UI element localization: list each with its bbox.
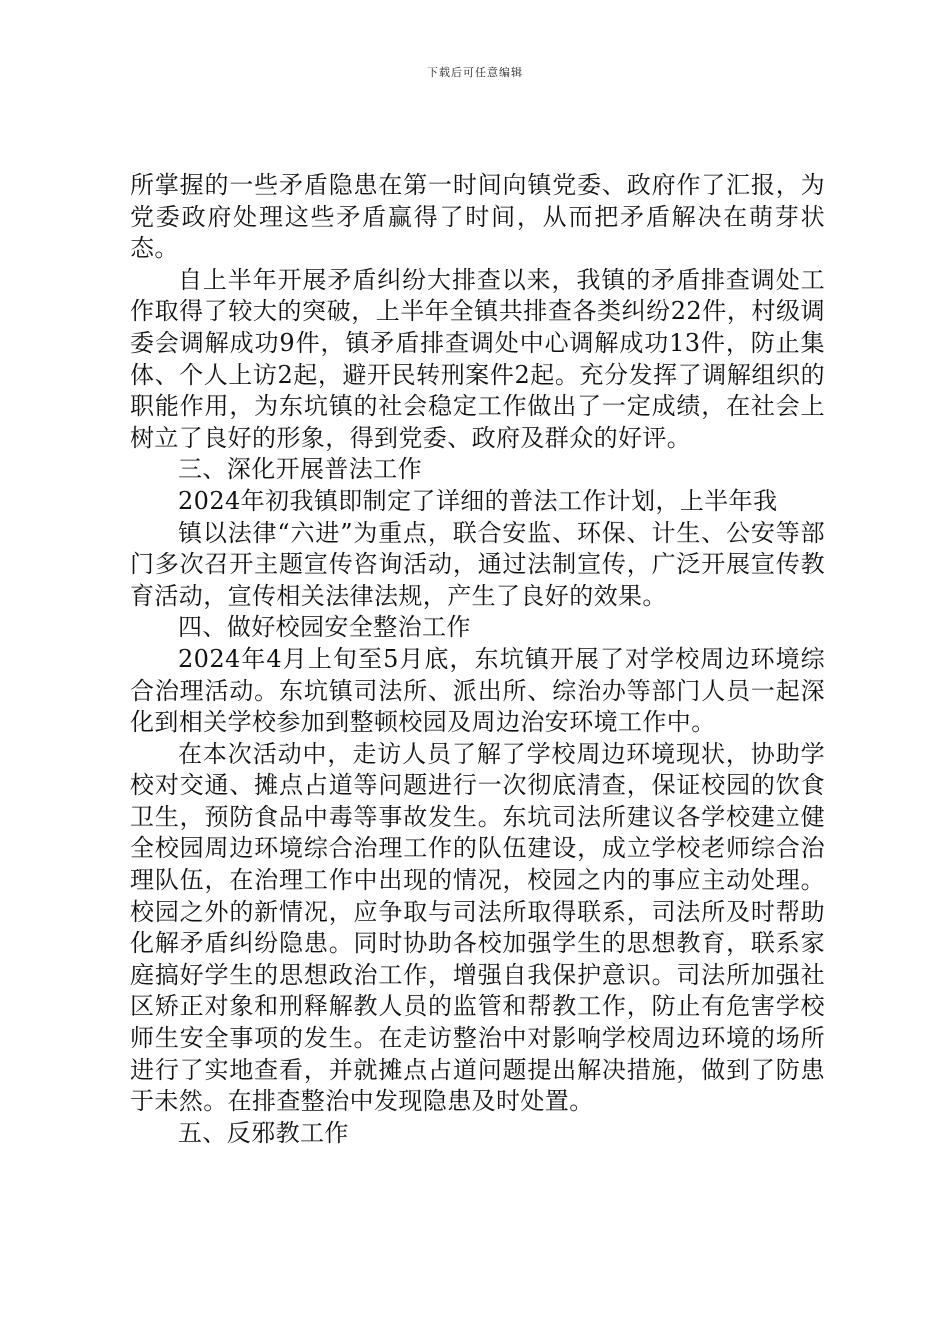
paragraph-campus-activity: 2024年4月上旬至5月底，东坑镇开展了对学校周边环境综合治理活动。东坑镇司法所、派出所、综治办等部门人员一起深化到相关学校参加到整顿校园及周边治安环境工作中。 — [130, 644, 825, 737]
paragraph-legal-education: 镇以法律“六进”为重点，联合安监、环保、计生、公安等部门多次召开主题宣传咨询活动，通过法制宣传，广泛开展宣传教育活动，宣传相关法律法规，产生了良好的效果。 — [130, 518, 825, 610]
section-heading-legal-education: 三、深化开展普法工作 — [178, 455, 422, 484]
paragraph-campus-details: 在本次活动中，走访人员了解了学校周边环境现状，协助学校对交通、摊点占道等问题进行一次彻底清查，保证校园的饮食卫生，预防食品中毒等事故发生。东坑司法所建议各学校建立健全校园周边环境综合治理工作的队伍建设，成立学校老师综合治理队伍，在治理工作中出现的情况，校园之内的事应主动处理。校园之外的新情况，应争取与司法所取得联系，司法所及时帮助化解矛盾纠纷隐患。同时协助各校加强学生的思想教育，联系家庭搞好学生的思想政治工作，增强自我保护意识。司法所加强社区矫正对象和刑释解教人员的监管和帮教工作，防止有危害学校师生安全事项的发生。在走访整治中对影响学校周边环境的场所进行了实地查看，并就摊点占道问题提出解决措施，做到了防患于未然。在排查整治中发现隐患及时处置。 — [130, 739, 825, 1116]
page-header-note: 下载后可任意编辑 — [427, 66, 523, 79]
document-body — [130, 170, 825, 1149]
paragraph-dispute-investigation: 自上半年开展矛盾纠纷大排查以来，我镇的矛盾排查调处工作取得了较大的突破，上半年全镇共排查各类纠纷22件，村级调委会调解成功9件，镇矛盾排查调处中心调解成功13件，防止集体、个人上访2起，避开民转刑案件2起。充分发挥了调解组织的职能作用，为东坑镇的社会稳定工作做出了一定成绩，在社会上树立了良好的形象，得到党委、政府及群众的好评。 — [130, 265, 825, 452]
section-heading-campus-safety: 四、做好校园安全整治工作 — [178, 613, 471, 642]
section-heading-anti-cult: 五、反邪教工作 — [178, 1118, 349, 1147]
paragraph-legal-plan-line: 2024年初我镇即制定了详细的普法工作计划，上半年我 — [178, 486, 778, 515]
paragraph-continuation: 所掌握的一些矛盾隐患在第一时间向镇党委、政府作了汇报，为党委政府处理这些矛盾赢得了时间，从而把矛盾解决在萌芽状态。 — [130, 171, 825, 263]
